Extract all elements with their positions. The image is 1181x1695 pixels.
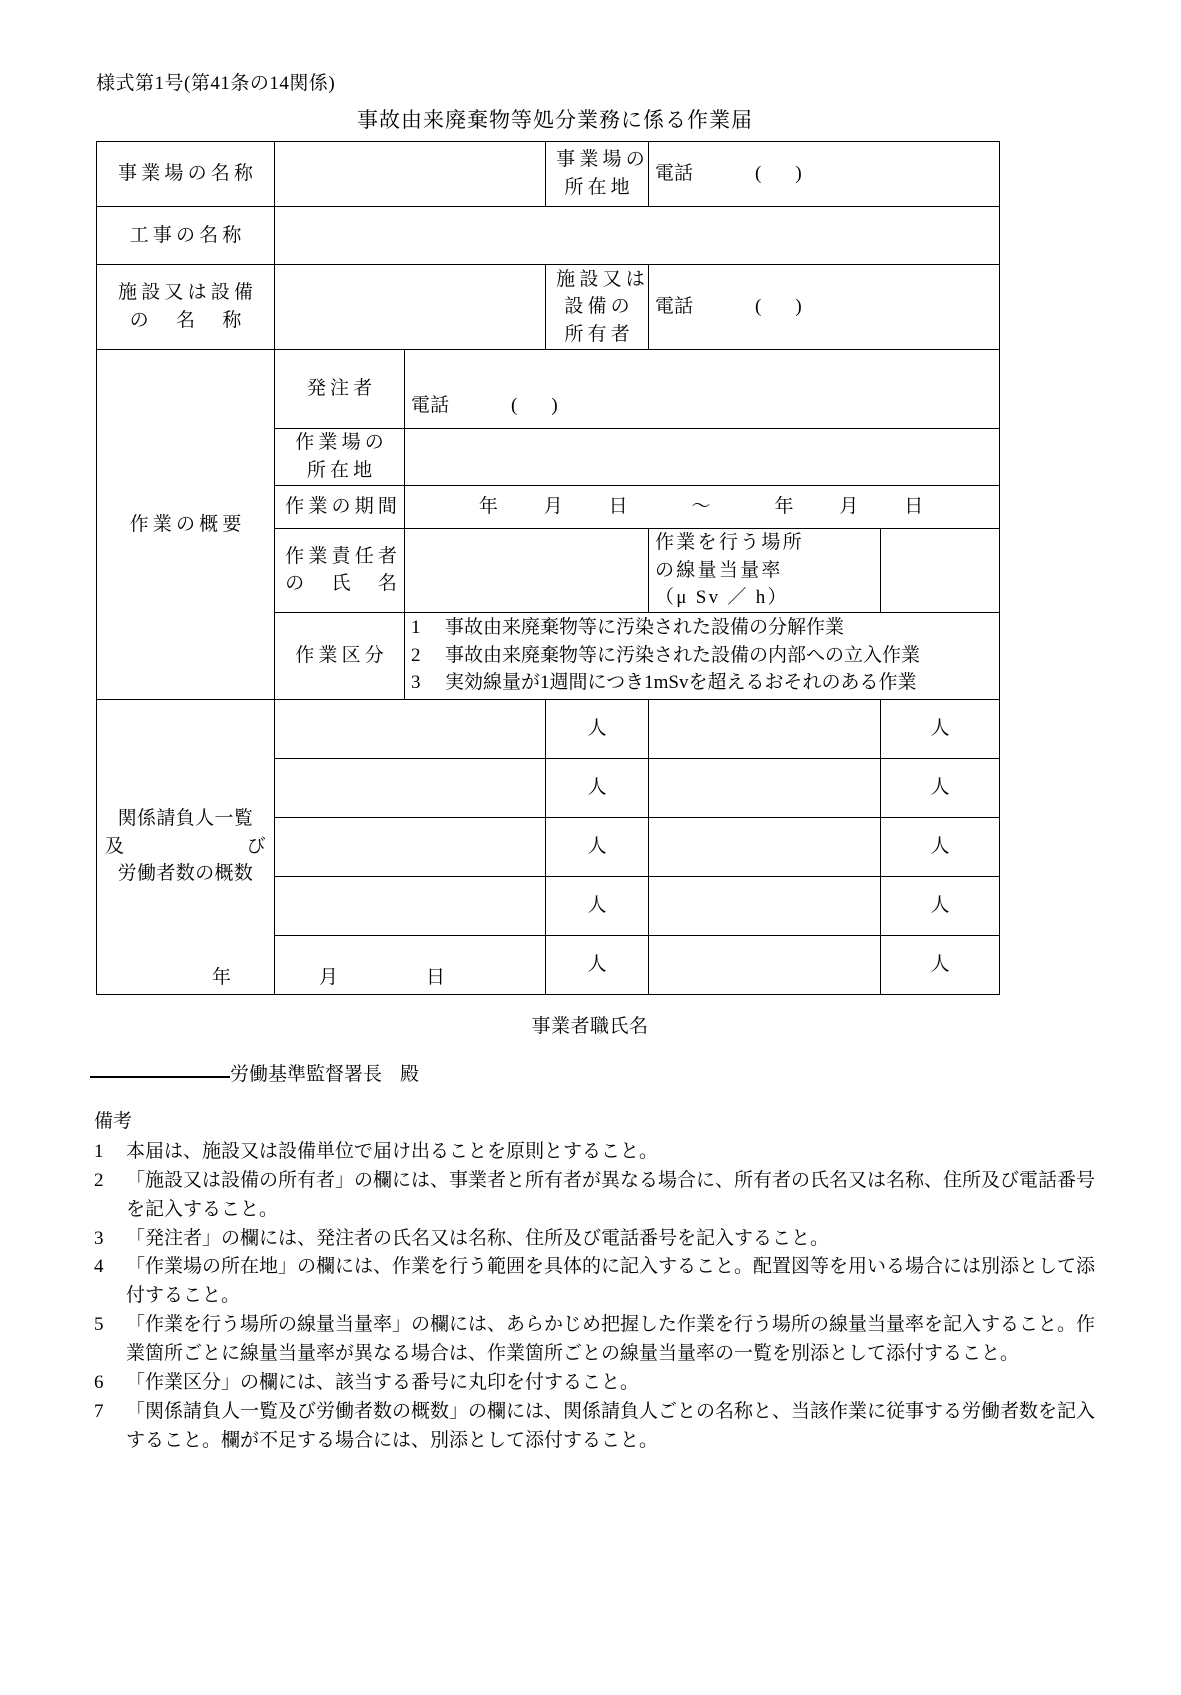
work-category-options [405, 612, 1000, 699]
remarks-item-2: 2 「施設又は設備の所有者」の欄には、事業者と所有者が異なる場合に、所有者の氏名又は名称、住所及び電話番号を記入すること。 [94, 1169, 1096, 1220]
input-dose-rate[interactable] [881, 529, 1000, 613]
label-facility-owner: 施設又は 設備の 所有者 [546, 265, 649, 350]
input-work-period[interactable] [405, 486, 1000, 529]
input-contractor-name-alt[interactable] [649, 699, 881, 758]
work-category-option-1[interactable]: 1 事故由来廃棄物等に汚染された設備の分解作業 [411, 617, 845, 639]
period-month-start: 月 [543, 496, 565, 518]
label-workplace-name: 事業場の名称 [97, 142, 275, 207]
label-workplace-location: 事業場の 所在地 [546, 142, 649, 207]
addressee-honorific: 殿 [400, 1064, 420, 1085]
contractor-count-alt-3[interactable]: 人 [881, 817, 1000, 876]
contractor-count-4[interactable]: 人 [546, 876, 649, 935]
input-workplace-name[interactable] [275, 142, 546, 207]
remarks-item-3: 3 「発注者」の欄には、発注者の氏名又は名称、住所及び電話番号を記入すること。 [94, 1227, 830, 1249]
label-orderer: 発注者 [275, 350, 405, 429]
work-category-option-2[interactable]: 2 事故由来廃棄物等に汚染された設備の内部への立入作業 [411, 644, 921, 666]
input-contractor-name[interactable] [275, 758, 546, 817]
input-contractor-name[interactable] [275, 817, 546, 876]
contractor-count-5[interactable]: 人 [546, 935, 649, 994]
label-contractors: 関係請負人一覧 及 び 労働者数の概数 [97, 699, 275, 994]
date-year: 年 [212, 967, 232, 988]
input-orderer-tel[interactable] [405, 350, 1000, 429]
label-supervisor-name: 作業責任者 の 氏 名 [275, 529, 405, 613]
date-day: 日 [426, 967, 446, 988]
period-day-start: 日 [608, 496, 630, 518]
contractor-count-alt-5[interactable]: 人 [881, 935, 1000, 994]
work-category-option-3[interactable]: 3 実効線量が1週間につき1mSvを超えるおそれのある作業 [411, 672, 917, 694]
addressee-line [90, 1059, 419, 1086]
table-row-orderer [97, 350, 1000, 429]
label-dose-rate: 作業を行う場所 の線量当量率 （μ Sv ／ h） [649, 529, 881, 613]
tel-paren-close: ) [551, 395, 558, 417]
label-work-period: 作業の期間 [275, 486, 405, 529]
label-facility-name: 施設又は設備 の 名 称 [97, 265, 275, 350]
remarks-item-6: 6 「作業区分」の欄には、該当する番号に丸印を付すること。 [94, 1371, 640, 1393]
input-supervisor-name[interactable] [405, 529, 649, 613]
employer-name-label: 事業者職氏名 [531, 1016, 649, 1037]
tel-paren-close: ) [795, 163, 802, 185]
tel-label: 電話 [655, 296, 694, 318]
label-construction-name: 工事の名称 [97, 207, 275, 265]
tel-paren-open: ( [511, 395, 518, 417]
label-worksite-location: 作業場の 所在地 [275, 429, 405, 486]
table-row-construction [97, 207, 1000, 265]
input-workplace-location-tel[interactable] [649, 142, 1000, 207]
period-year-start: 年 [478, 496, 500, 518]
input-facility-owner-tel[interactable] [649, 265, 1000, 350]
date-month: 月 [319, 967, 339, 988]
remarks-section [94, 1108, 1104, 1456]
period-tilde: 〜 [691, 496, 713, 518]
form-number: 様式第1号(第41条の14関係) [96, 73, 336, 94]
tel-paren-close: ) [795, 296, 802, 318]
tel-label: 電話 [411, 395, 450, 417]
remarks-item-1: 1 本届は、施設又は設備単位で届け出ることを原則とすること。 [94, 1140, 659, 1162]
input-contractor-name-alt[interactable] [649, 876, 881, 935]
submission-date[interactable] [96, 962, 999, 989]
contractor-count-2[interactable]: 人 [546, 758, 649, 817]
main-form-table [96, 141, 1000, 995]
remarks-item-5: 5 「作業を行う場所の線量当量率」の欄には、あらかじめ把握した作業を行う場所の線量当量率を記入すること。作業箇所ごとに線量当量率が異なる場合は、作業箇所ごとの線量当量率の一覧を別添として添付すること。 [94, 1314, 1096, 1364]
input-contractor-name[interactable] [275, 876, 546, 935]
remarks-item-7: 7 「関係請負人一覧及び労働者数の概数」の欄には、関係請負人ごとの名称と、当該作業に従事する労働者数を記入すること。欄が不足する場合には、別添として添付すること。 [94, 1400, 1096, 1451]
table-row-contractor [97, 699, 1000, 758]
period-day-end: 日 [904, 496, 926, 518]
input-worksite-location[interactable] [405, 429, 1000, 486]
tel-paren-open: ( [755, 163, 762, 185]
addressee-blank-rule[interactable] [90, 1076, 230, 1078]
contractor-count-alt-1[interactable]: 人 [881, 699, 1000, 758]
label-work-category: 作業区分 [275, 612, 405, 699]
addressee-office: 労働基準監督署長 [230, 1064, 383, 1085]
input-contractor-name-alt[interactable] [649, 758, 881, 817]
input-facility-name[interactable] [275, 265, 546, 350]
tel-label: 電話 [655, 163, 694, 185]
period-month-end: 月 [839, 496, 861, 518]
contractor-count-3[interactable]: 人 [546, 817, 649, 876]
input-contractor-name[interactable] [275, 699, 546, 758]
input-contractor-name-alt[interactable] [649, 817, 881, 876]
table-row-facility [97, 265, 1000, 350]
form-title: 事故由来廃棄物等処分業務に係る作業届 [357, 108, 753, 132]
contractor-count-alt-4[interactable]: 人 [881, 876, 1000, 935]
contractor-count-1[interactable]: 人 [546, 699, 649, 758]
remarks-heading: 備考 [94, 1111, 133, 1132]
table-row-workplace [97, 142, 1000, 207]
contractor-count-alt-2[interactable]: 人 [881, 758, 1000, 817]
input-construction-name[interactable] [275, 207, 1000, 265]
remarks-item-4: 4 「作業場の所在地」の欄には、作業を行う範囲を具体的に記入すること。配置図等を用いる場合には別添として添付すること。 [94, 1256, 1096, 1307]
label-work-outline: 作業の概要 [97, 350, 275, 700]
period-year-end: 年 [774, 496, 796, 518]
tel-paren-open: ( [755, 296, 762, 318]
